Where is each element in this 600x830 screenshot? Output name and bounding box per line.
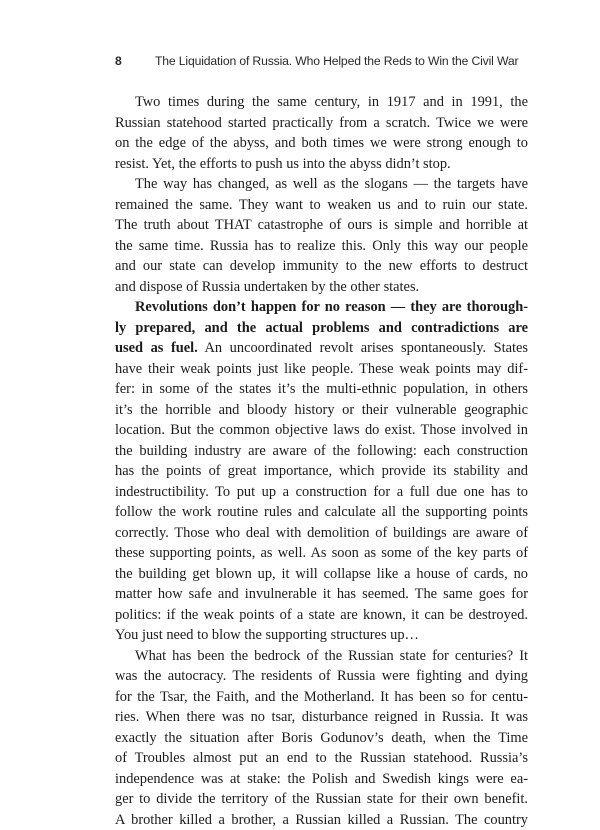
text-line: A brother killed a brother, a Russian killed a Russian. The country [115, 810, 528, 830]
text-line: the building industry are aware of the following: each construction [115, 441, 528, 462]
text-line: matter how safe and invulnerable it has seemed. The same goes for [115, 584, 528, 605]
text-line: and our state can develop immunity to the new efforts to destruct [115, 256, 528, 277]
text-line: The truth about THAT catastrophe of ours is simple and horrible at [115, 215, 528, 236]
text-line: independence was at stake: the Polish and Swedish kings were ea- [115, 769, 528, 790]
text-line: Two times during the same century, in 1917 and in 1991, the [115, 92, 528, 113]
text-line: on the edge of the abyss, and both times we were strong enough to [115, 133, 528, 154]
text-line: What has been the bedrock of the Russian state for centuries? It [115, 646, 528, 667]
text-line: the building get blown up, it will collapse like a house of cards, no [115, 564, 528, 585]
text-line: location. But the common objective laws do exist. Those involved in [115, 420, 528, 441]
text-line: You just need to blow the supporting structures up… [115, 625, 528, 646]
text-line: for the Tsar, the Faith, and the Motherland. It has been so for centu- [115, 687, 528, 708]
text-line: of Troubles almost put an end to the Russian statehood. Russia’s [115, 748, 528, 769]
text-line: fer: in some of the states it’s the multi-ethnic population, in others [115, 379, 528, 400]
text-run: An uncoordinated revolt arises spontaneously. States [198, 340, 528, 356]
text-line: was the autocracy. The residents of Russia were fighting and dying [115, 666, 528, 687]
text-line: politics: if the weak points of a state are known, it can be destroyed. [115, 605, 528, 626]
text-line: exactly the situation after Boris Godunov’s death, when the Time [115, 728, 528, 749]
bold-phrase: used as fuel. [115, 340, 198, 356]
text-line: the same time. Russia has to realize this. Only this way our people [115, 236, 528, 257]
text-line: has the points of great importance, which provide its stability and [115, 461, 528, 482]
running-title: The Liquidation of Russia. Who Helped the Reds to Win the Civil War [155, 53, 518, 69]
running-header [115, 53, 525, 69]
page-number: 8 [115, 53, 155, 69]
text-line: have their weak points just like people. These weak points may dif- [115, 359, 528, 380]
text-line: ger to divide the territory of the Russian state for their own benefit. [115, 789, 528, 810]
text-line: follow the work routine rules and calculate all the supporting points [115, 502, 528, 523]
text-line [115, 338, 528, 359]
bold-text-line: ly prepared, and the actual problems and contradictions are [115, 318, 528, 339]
body-text [115, 92, 528, 830]
text-line: remained the same. They want to weaken us and to ruin our state. [115, 195, 528, 216]
text-line: correctly. Those who deal with demolition of buildings are aware of [115, 523, 528, 544]
text-line: ries. When there was no tsar, disturbance reigned in Russia. It was [115, 707, 528, 728]
text-line: and dispose of Russia undertaken by the other states. [115, 277, 528, 298]
text-line: resist. Yet, the efforts to push us into the abyss didn’t stop. [115, 154, 528, 175]
text-line: it’s the horrible and bloody history or their vulnerable geographic [115, 400, 528, 421]
bold-text-line: Revolutions don’t happen for no reason — they are thorough- [115, 297, 528, 318]
text-line: indestructibility. To put up a construction for a full due one has to [115, 482, 528, 503]
text-line: The way has changed, as well as the slogans — the targets have [115, 174, 528, 195]
text-line: Russian statehood started practically from a scratch. Twice we were [115, 113, 528, 134]
text-line: these supporting points, as well. As soon as some of the key parts of [115, 543, 528, 564]
